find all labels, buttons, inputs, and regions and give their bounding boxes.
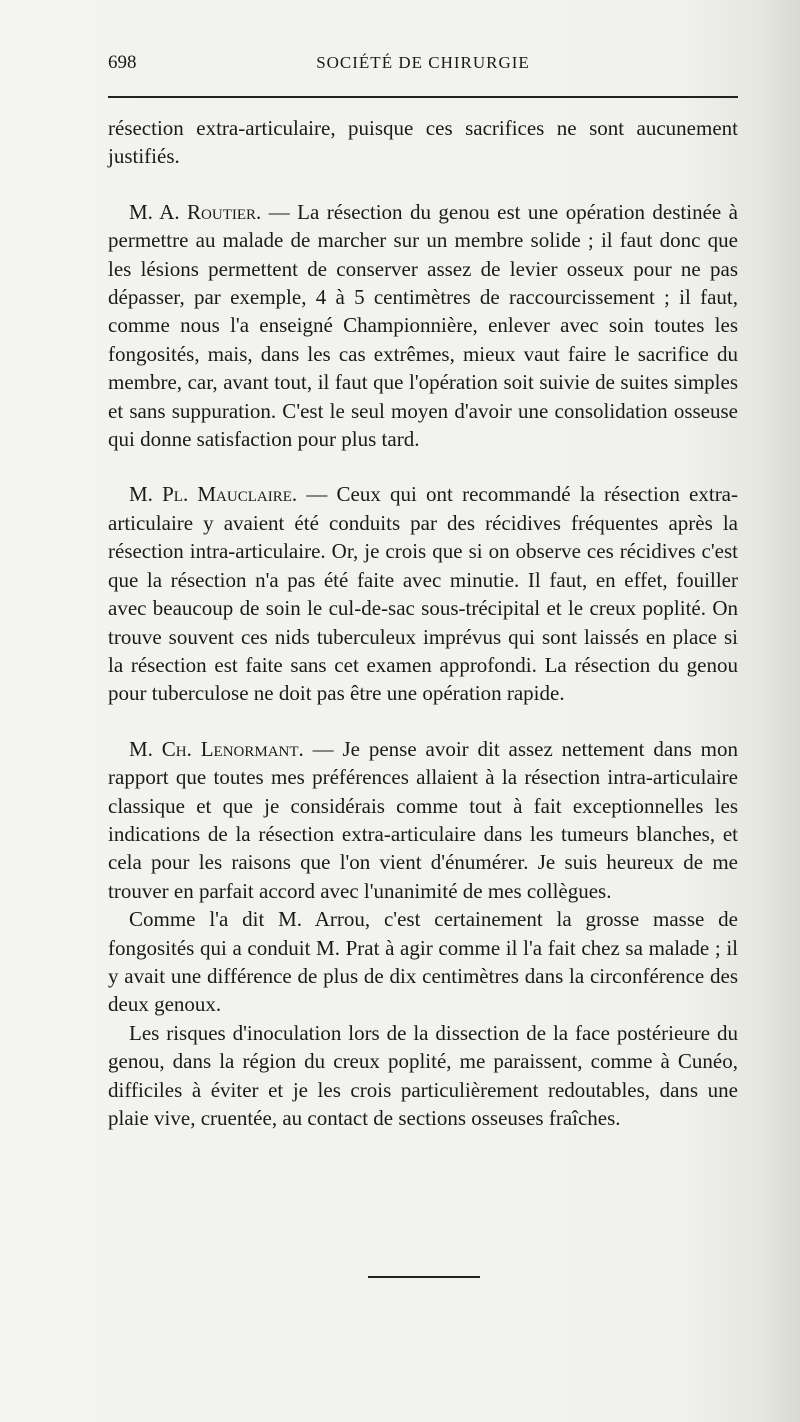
paragraph-text: — La résection du genou est une opération destinée à permettre au malade de marcher sur un membre solide ; il faut donc que les lésions permettent de conserver assez de levier osseux pour ne pas dépasser, par exemple, 4 à 5 centimètres de raccourcissement ; il faut, comme nous l'a enseigné Championnière, enlever avec soin toutes les fongosités, mais, dans les cas extrêmes, mieux vaut faire le sacrifice du membre, car, avant tout, il faut que l'opération soit suivie de suites simples et sans suppuration. C'est le seul moyen d'avoir une consolidation osseuse qui donne satisfaction pour plus tard. <box>108 199 738 452</box>
paragraph-routier <box>108 198 738 454</box>
paragraph-mauclaire <box>108 480 738 707</box>
running-title: SOCIÉTÉ DE CHIRURGIE <box>316 53 530 72</box>
section-end-rule <box>368 1276 480 1278</box>
paragraph-text: — Je pense avoir dit assez nettement dans mon rapport que toutes mes préférences allaient à la résection intra-articulaire classique et que je considérais comme tout à fait exceptionnelles les indications de la résection extra-articulaire dans les tumeurs blanches, et cela pour les raisons que l'on vient d'énumérer. Je suis heureux de me trouver en parfait accord avec l'unanimité de mes collègues. <box>108 736 739 903</box>
paragraph-text: résection extra-articulaire, puisque ces sacrifices ne sont aucunement justifiés. <box>108 116 738 169</box>
page-body <box>108 114 738 1132</box>
header-rule <box>108 96 738 98</box>
paragraph-lenormant-cont-2 <box>108 1019 738 1133</box>
paragraph-continuation <box>108 114 738 171</box>
speaker-name: M. Ch. Lenormant. <box>129 736 304 761</box>
paragraph-text: Comme l'a dit M. Arrou, c'est certainement la grosse masse de fongosités qui a conduit M. Prat à agir comme il l'a fait chez sa malade ; il y avait une différence de plus de dix centimètres dans la circonférence des deux genoux. <box>108 907 738 1017</box>
speaker-name: M. A. Routier. <box>129 199 262 224</box>
paragraph-lenormant <box>108 735 738 905</box>
paragraph-lenormant-cont-1 <box>108 905 738 1019</box>
speaker-name: M. Pl. Mauclaire. <box>129 482 298 507</box>
paragraph-text: Les risques d'inoculation lors de la dissection de la face postérieure du genou, dans la région du creux poplité, me paraissent, comme à Cunéo, difficiles à éviter et je les crois particulièrement redoutables, dans une plaie vive, cruentée, au contact de sections osseuses fraîches. <box>108 1020 738 1130</box>
page-number: 698 <box>108 52 137 73</box>
page-header <box>108 52 738 80</box>
paragraph-text: — Ceux qui ont recommandé la résection extra-articulaire y avaient été conduits par des récidives fréquentes après la résection intra-articulaire. Or, je crois que si on observe ces récidives c'est que la résection n'a pas été faite avec minutie. Il faut, en effet, fouiller avec beaucoup de soin le cul-de-sac sous-trécipital et le creux poplité. On trouve souvent ces nids tuberculeux imprévus qui sont laissés en place si la résection est faite sans cet examen approfondi. La résection du genou pour tuberculose ne doit pas être une opération rapide. <box>108 482 738 706</box>
